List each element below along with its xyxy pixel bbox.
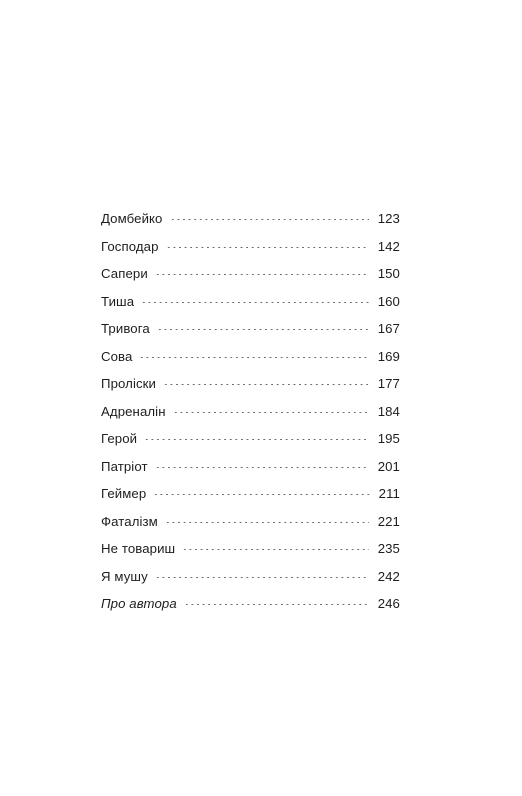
toc-entry-title: Адреналін <box>101 403 166 419</box>
toc-entry-title: Я мушу <box>101 568 148 584</box>
toc-entry[interactable] <box>101 264 400 292</box>
dot-leader <box>155 577 369 578</box>
toc-entry-page-number: 246 <box>377 596 400 611</box>
dot-leader <box>173 412 369 413</box>
toc-entry-page-number: 123 <box>377 211 400 226</box>
toc-entry-page-number: 221 <box>377 513 400 529</box>
table-of-contents <box>101 209 400 622</box>
toc-entry-page-number: 142 <box>377 238 400 254</box>
dot-leader <box>139 357 368 358</box>
toc-entry-title: Герой <box>101 431 138 446</box>
toc-entry-page-number: 167 <box>377 321 400 336</box>
dot-leader <box>166 247 369 248</box>
dot-leader <box>153 494 369 495</box>
dot-leader <box>144 439 369 440</box>
toc-entry[interactable] <box>101 512 400 540</box>
toc-entry[interactable] <box>101 347 400 375</box>
dot-leader <box>163 384 369 385</box>
toc-entry-title: Про автора <box>101 596 177 611</box>
toc-entry[interactable] <box>101 319 400 347</box>
dot-leader <box>184 604 369 605</box>
toc-entry[interactable] <box>101 237 400 265</box>
toc-entry-title: Сапери <box>101 266 148 281</box>
toc-entry[interactable] <box>101 429 400 457</box>
toc-entry-page-number: 242 <box>377 568 400 584</box>
dot-leader <box>165 522 369 523</box>
toc-entry-title: Сова <box>101 348 133 364</box>
dot-leader <box>141 302 369 303</box>
toc-entry[interactable] <box>101 402 400 430</box>
toc-entry[interactable] <box>101 292 400 320</box>
toc-entry-title: Тиша <box>101 293 135 309</box>
dot-leader <box>182 549 368 550</box>
toc-entry[interactable] <box>101 539 400 567</box>
toc-entry[interactable] <box>101 209 400 237</box>
toc-entry-page-number: 160 <box>377 293 400 309</box>
toc-entry[interactable] <box>101 484 400 512</box>
toc-entry-title: Домбейко <box>101 211 163 226</box>
toc-entry-page-number: 184 <box>377 403 400 419</box>
toc-entry-title: Господар <box>101 238 159 254</box>
toc-entry-page-number: 195 <box>377 431 400 446</box>
toc-entry-title: Геймер <box>101 486 147 501</box>
toc-entry[interactable] <box>101 374 400 402</box>
toc-entry-title: Тривога <box>101 321 150 336</box>
dot-leader <box>170 219 369 220</box>
toc-entry-page-number: 169 <box>377 348 400 364</box>
dot-leader <box>155 274 369 275</box>
toc-entry-page-number: 211 <box>378 486 400 501</box>
toc-entry[interactable] <box>101 567 400 595</box>
toc-entry-page-number: 235 <box>377 541 400 556</box>
toc-entry-title: Проліски <box>101 376 157 391</box>
toc-entry[interactable] <box>101 457 400 485</box>
toc-entry-page-number: 177 <box>377 376 400 391</box>
toc-entry-page-number: 201 <box>377 458 400 474</box>
toc-entry[interactable] <box>101 594 400 622</box>
toc-entry-title: Не товариш <box>101 541 176 556</box>
toc-entry-page-number: 150 <box>377 266 400 281</box>
dot-leader <box>157 329 369 330</box>
toc-entry-title: Патріот <box>101 458 148 474</box>
toc-entry-title: Фаталізм <box>101 513 158 529</box>
dot-leader <box>155 467 369 468</box>
